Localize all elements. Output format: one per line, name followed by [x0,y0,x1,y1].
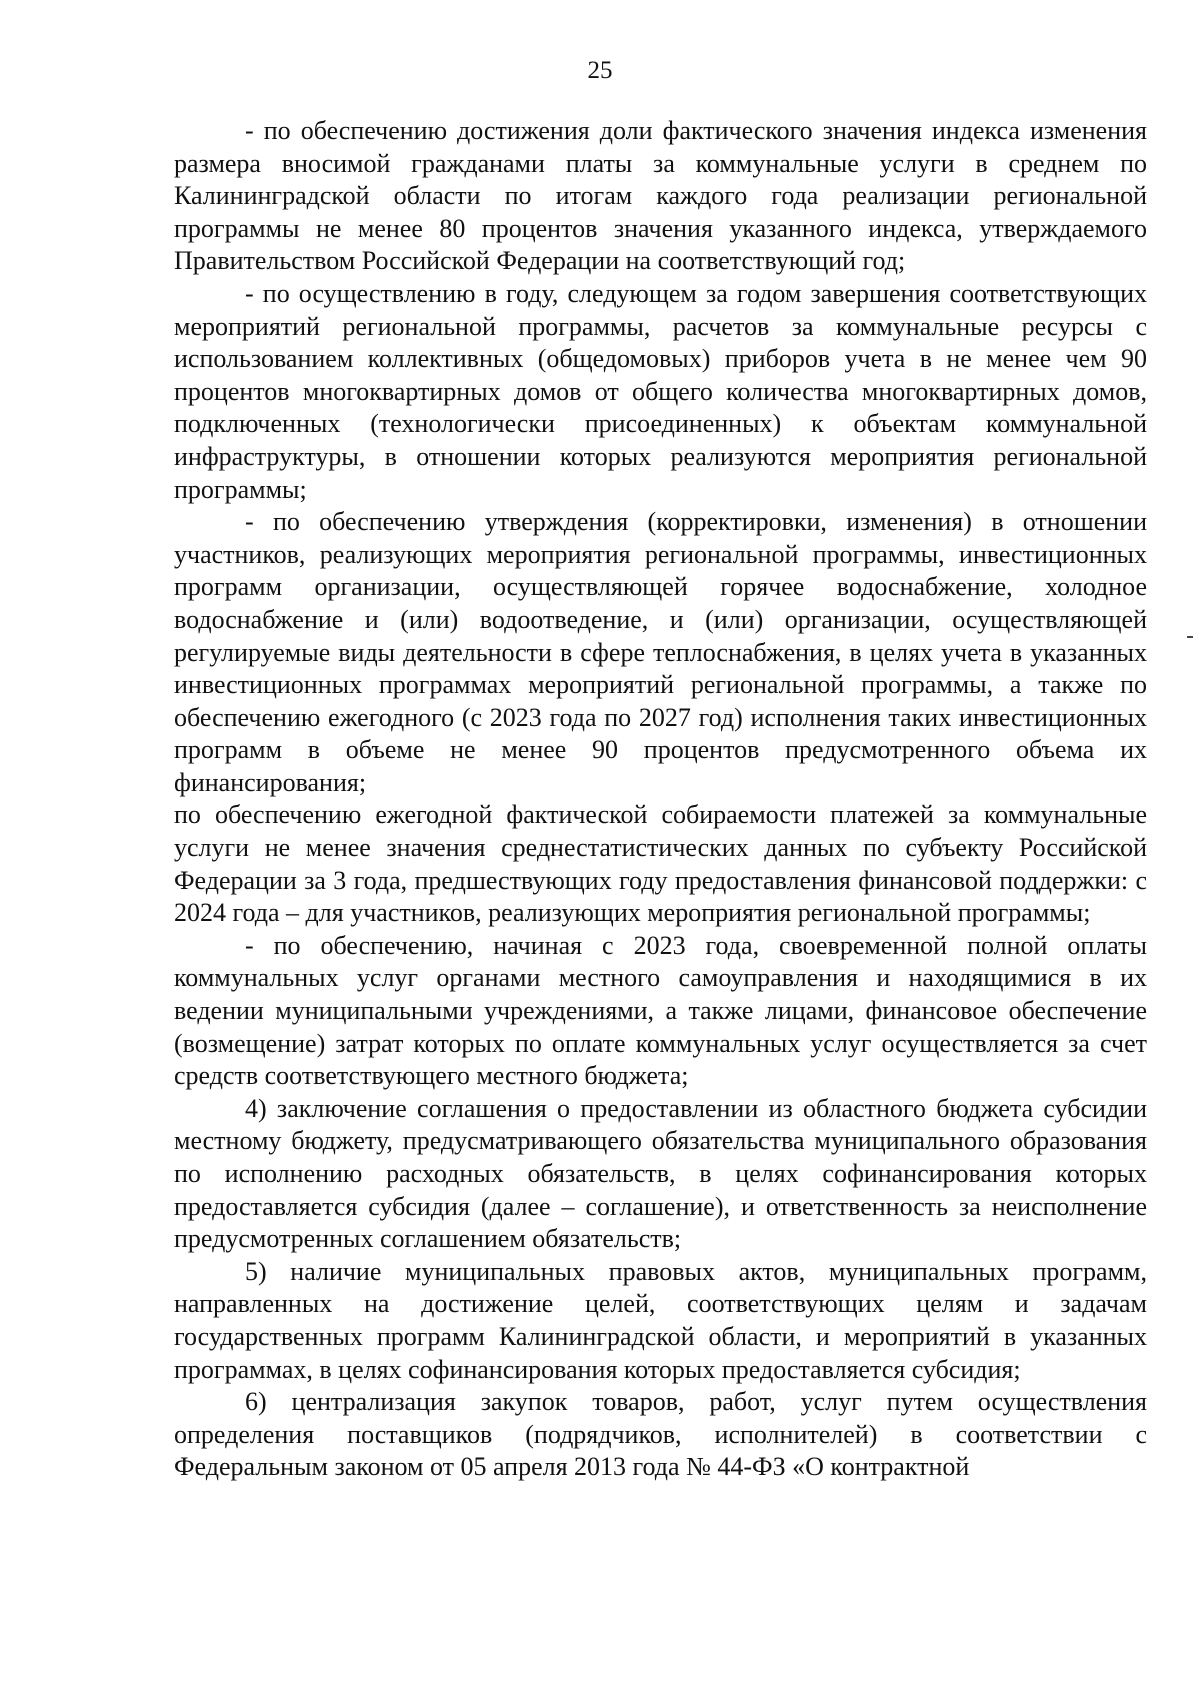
paragraph-timely-payment: - по обеспечению, начиная с 2023 года, своевременной полной оплаты коммунальных услуг органами местного самоуправления и находящимися в их ведении муниципальными учреждениями, а также лицами, финансовое обеспечение (возмещение) затрат которых по оплате коммунальных услуг осуществляется за счет средств соответствующего местного бюджета; [174,930,1147,1091]
scan-artifact-mark [1187,636,1193,638]
paragraph-metering-devices: - по осуществлению в году, следующем за годом завершения соответствующих мероприятий региональной программы, расчетов за коммунальные ресурсы с использованием коллективных (общедомовых) приборов учета в не менее чем 90 процентов многоквартирных домов от общего количества многоквартирных домов, подключенных (технологически присоединенных) к объектам коммунальной инфраструктуры, в отношении которых реализуются мероприятия региональной программы; [174,278,1147,504]
paragraph-item-4-agreement: 4) заключение соглашения о предоставлении из областного бюджета субсидии местному бюджету, предусматривающего обязательства муниципального образования по исполнению расходных обязательств, в целях софинансирования которых предоставляется субсидия (далее – соглашение), и ответственность за неисполнение предусмотренных соглашением обязательств; [174,1093,1147,1254]
paragraph-item-5-municipal-acts: 5) наличие муниципальных правовых актов, муниципальных программ, направленных на достижение целей, соответствующих целям и задачам государственных программ Калининградской области, и мероприятий в указанных программах, в целях софинансирования которых предоставляется субсидия; [174,1256,1147,1384]
page-number: 25 [587,57,613,84]
paragraph-utility-fee-index: - по обеспечению достижения доли фактического значения индекса изменения размера вносимой гражданами платы за коммунальные услуги в среднем по Калининградской области по итогам каждого года реализации региональной программы не менее 80 процентов значения указанного индекса, утверждаемого Правительством Российской Федерации на соответствующий год; [174,116,1147,276]
paragraph-investment-programs: - по обеспечению утверждения (корректировки, изменения) в отношении участников, реализующих мероприятия региональной программы, инвестиционных программ организации, осуществляющей горячее водоснабжение, холодное водоснабжение и (или) водоотведение, и (или) организации, осуществляющей регулируемые виды деятельности в сфере теплоснабжения, в целях учета в указанных инвестиционных программах мероприятий региональной программы, а также по обеспечению ежегодного (с 2023 года по 2027 год) исполнения таких инвестиционных программ в объеме не менее 90 процентов предусмотренного объема их финансирования; [174,507,1147,797]
document-body [174,115,1147,1484]
paragraph-item-6-centralized-procurement: 6) централизация закупок товаров, работ, услуг путем осуществления определения поставщиков (подрядчиков, исполнителей) в соответствии с Федеральным законом от 05 апреля 2013 года № 44-ФЗ «О контрактной [174,1387,1147,1482]
paragraph-payment-collection: по обеспечению ежегодной фактической собираемости платежей за коммунальные услуги не менее значения среднестатистических данных по субъекту Российской Федерации за 3 года, предшествующих году предоставления финансовой поддержки: с 2024 года – для участников, реализующих мероприятия региональной программы; [174,800,1147,928]
